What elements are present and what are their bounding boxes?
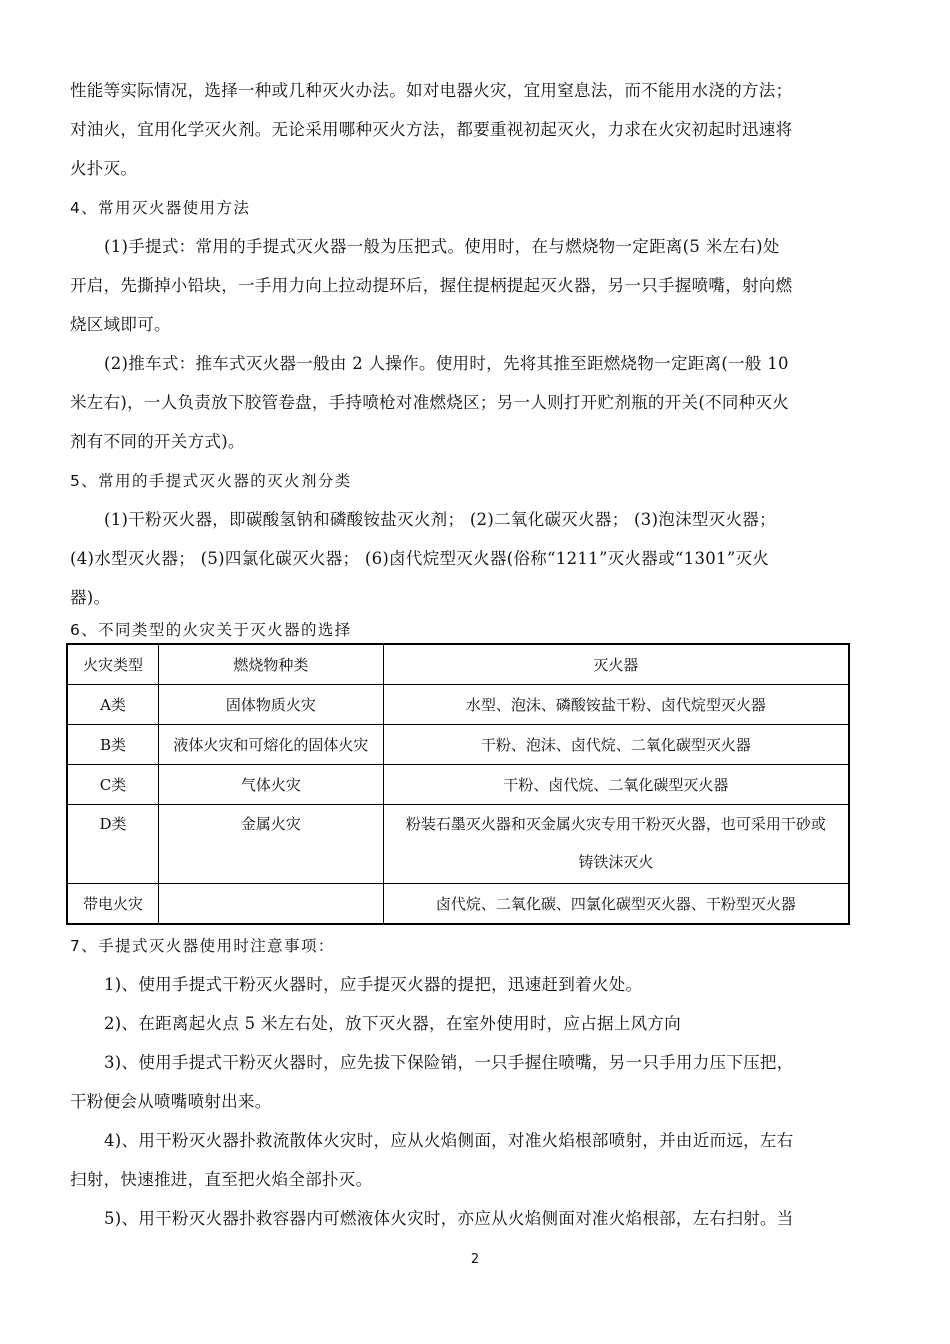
material-cell bbox=[159, 884, 384, 925]
list-item: 1)、使用手提式干粉灭火器时，应手提灭火器的提把，迅速赶到着火处。 bbox=[104, 975, 643, 994]
fire-type-cell: 带电火灾 bbox=[67, 884, 159, 925]
header-cell: 灭火器 bbox=[383, 644, 849, 685]
material-cell: 液体火灾和可熔化的固体火灾 bbox=[159, 725, 384, 765]
section-7-heading: 7、手提式灭火器使用时注意事项： bbox=[70, 937, 335, 955]
extinguisher-cell: 干粉、卤代烷、二氧化碳型灭火器 bbox=[383, 765, 849, 805]
fire-type-cell: C类 bbox=[67, 765, 159, 805]
list-item: 4)、用干粉灭火器扑救流散体火灾时，应从火焰侧面，对准火焰根部喷射，并由近而远，左右 bbox=[104, 1131, 794, 1150]
material-cell: 固体物质火灾 bbox=[159, 685, 384, 725]
paragraph-line: 米左右)，一人负责放下胶管卷盘，手持喷枪对准燃烧区；另一人则打开贮剂瓶的开关(不同种灭火 bbox=[70, 393, 790, 412]
section-5-heading: 5、常用的手提式灭火器的灭火剂分类 bbox=[70, 472, 352, 490]
paragraph-line: 烧区域即可。 bbox=[70, 315, 171, 334]
list-item: 3)、使用手提式干粉灭火器时，应先拔下保险销，一只手握住喷嘴，另一只手用力压下压把， bbox=[104, 1053, 794, 1072]
table-row bbox=[67, 685, 849, 725]
list-item: 干粉便会从喷嘴喷射出来。 bbox=[70, 1092, 272, 1111]
fire-type-cell: A类 bbox=[67, 685, 159, 725]
paragraph-line: 剂有不同的开关方式)。 bbox=[70, 432, 245, 451]
fire-type-cell: D类 bbox=[67, 805, 159, 884]
fire-extinguisher-table bbox=[66, 643, 850, 925]
paragraph-line: (1)干粉灭火器，即碳酸氢钠和磷酸铵盐灭火剂； (2)二氧化碳灭火器； (3)泡沫型灭火器； bbox=[104, 510, 776, 529]
extinguisher-cell: 干粉、泡沫、卤代烷、二氧化碳型灭火器 bbox=[383, 725, 849, 765]
header-cell: 燃烧物种类 bbox=[159, 644, 384, 685]
list-item: 2)、在距离起火点 5 米左右处，放下灭火器，在室外使用时，应占据上风方向 bbox=[104, 1014, 682, 1033]
list-item: 5)、用干粉灭火器扑救容器内可燃液体火灾时，亦应从火焰侧面对准火焰根部，左右扫射。当 bbox=[104, 1209, 794, 1228]
extinguisher-cell: 水型、泡沫、磷酸铵盐干粉、卤代烷型灭火器 bbox=[383, 685, 849, 725]
extinguisher-text: 铸铁沫灭火 bbox=[578, 853, 654, 871]
table-row bbox=[67, 725, 849, 765]
paragraph-line: 性能等实际情况，选择一种或几种灭火办法。如对电器火灾，宜用窒息法，而不能用水浇的方法； bbox=[70, 81, 793, 100]
header-cell: 火灾类型 bbox=[67, 644, 159, 685]
page-number: 2 bbox=[470, 1252, 480, 1267]
paragraph-line: (2)推车式：推车式灭火器一般由 2 人操作。使用时，先将其推至距燃烧物一定距离(一般 10 bbox=[104, 354, 789, 373]
section-6-heading: 6、不同类型的火灾关于灭火器的选择 bbox=[70, 621, 352, 639]
table-header-row bbox=[67, 644, 849, 685]
material-cell: 金属火灾 bbox=[159, 805, 384, 884]
table-row bbox=[67, 884, 849, 925]
material-cell: 气体火灾 bbox=[159, 765, 384, 805]
paragraph-line: (1)手提式：常用的手提式灭火器一般为压把式。使用时，在与燃烧物一定距离(5 米左右)处 bbox=[104, 237, 780, 256]
extinguisher-cell bbox=[383, 805, 849, 884]
paragraph-line: 火扑灭。 bbox=[70, 159, 138, 178]
paragraph-line: 开启，先撕掉小铅块，一手用力向上拉动提环后，握住提柄提起灭火器，另一只手握喷嘴，射向燃 bbox=[70, 276, 793, 295]
table-row bbox=[67, 765, 849, 805]
fire-type-cell: B类 bbox=[67, 725, 159, 765]
extinguisher-text: 粉装石墨灭火器和灭金属火灾专用干粉灭火器，也可采用干砂或 bbox=[405, 815, 826, 833]
section-4-heading: 4、常用灭火器使用方法 bbox=[70, 199, 251, 217]
paragraph-line: (4)水型灭火器； (5)四氯化碳灭火器； (6)卤代烷型灭火器(俗称“1211”灭火器或“1301”灭火 bbox=[70, 549, 770, 568]
list-item: 扫射，快速推进，直至把火焰全部扑灭。 bbox=[70, 1170, 373, 1189]
extinguisher-cell: 卤代烷、二氧化碳、四氯化碳型灭火器、干粉型灭火器 bbox=[383, 884, 849, 925]
table-row bbox=[67, 805, 849, 884]
paragraph-line: 对油火，宜用化学灭火剂。无论采用哪种灭火方法，都要重视初起灭火，力求在火灾初起时迅速将 bbox=[70, 120, 793, 139]
paragraph-line: 器)。 bbox=[70, 588, 111, 607]
